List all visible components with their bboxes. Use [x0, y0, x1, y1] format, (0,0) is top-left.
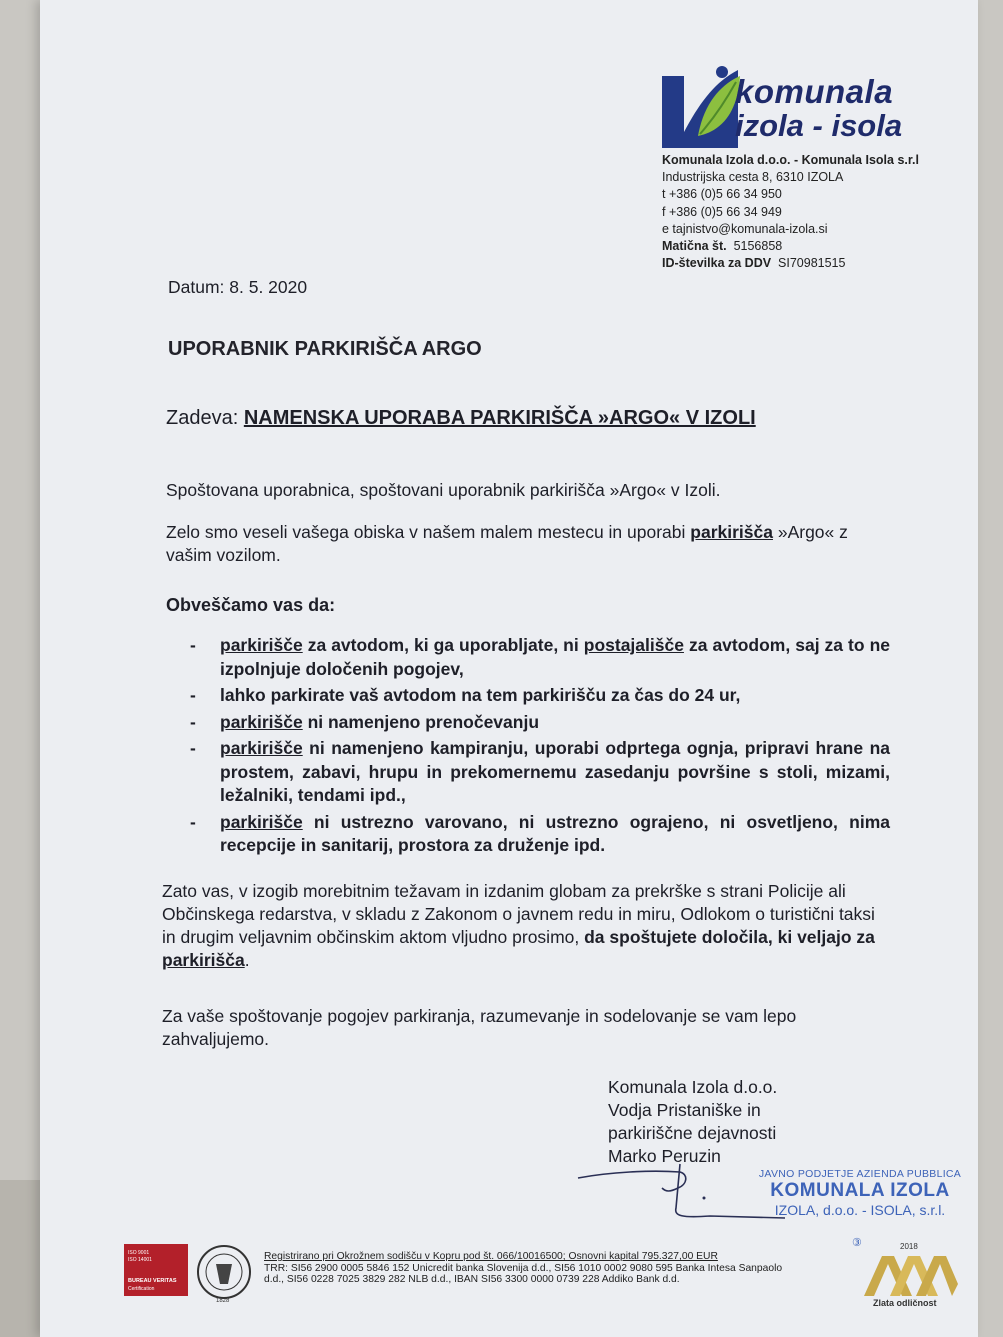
company-reg-number: Matična št. 5156858: [662, 239, 783, 254]
company-name: Komunala Izola d.o.o. - Komunala Isola s.r.l: [662, 153, 919, 167]
signature-line-2: Vodja Pristaniške in: [608, 1100, 761, 1120]
notice-list: [190, 634, 890, 861]
letter-subject: [166, 407, 756, 430]
company-info: [662, 152, 919, 272]
company-vat-id: ID-številka za DDV SI70981515: [662, 256, 846, 271]
aaa-label: Zlata odličnost: [873, 1298, 937, 1308]
logo-line-1: komunala: [735, 73, 894, 110]
signature-line-3: parkiriščne dejavnosti: [608, 1123, 777, 1143]
subject-text: NAMENSKA UPORABA PARKIRIŠČA »ARGO« V IZOLI: [243, 407, 756, 429]
subject-label: Zadeva:: [166, 407, 244, 429]
company-phone: t +386 (0)5 66 34 950: [662, 187, 782, 202]
letter-paragraph-2: Zato vas, v izogib morebitnim težavam in izdanim globam za prekrške s strani Policije ali Občinskega redarstva, v skladu z Zakonom o javnem redu in miru, Odlokom o turistični taksi in drugim veljavnim občinskim aktom vljudno prosimo, da spoštujete določila, ki veljajo za parkirišča.: [162, 881, 875, 970]
bureau-veritas-logo-icon: [124, 1242, 252, 1304]
letter-recipient: UPORABNIK PARKIRIŠČA ARGO: [168, 338, 482, 360]
company-email: e tajnistvo@komunala-izola.si: [662, 221, 828, 236]
signature-line-4: Marko Peruzin: [608, 1146, 721, 1166]
letter-paragraph-1: Zelo smo veseli vašega obiska v našem malem mestecu in uporabi parkirišča »Argo« z vašim vozilom.: [166, 522, 848, 565]
letter-paragraph-3: Za vaše spoštovanje pogojev parkiranja, razumevanje in sodelovanje se vam lepo zahvaljujemo.: [162, 1006, 797, 1049]
signature-block: [608, 1076, 777, 1168]
letter-greeting: Spoštovana uporabnica, spoštovani uporabnik parkirišča »Argo« v Izoli.: [166, 480, 721, 500]
letter-date: Datum: 8. 5. 2020: [168, 277, 308, 297]
footer-registration: [264, 1251, 782, 1286]
aaa-year: 2018: [900, 1242, 918, 1251]
list-item: - parkirišče ni namenjeno prenočevanju: [190, 711, 540, 732]
footer-line-1: Registrirano pri Okrožnem sodišču v Kopru pod št. 066/10016500; Osnovni kapital 795.327,00 EUR: [264, 1251, 718, 1262]
svg-text:ISO 9001: ISO 9001: [128, 1250, 150, 1256]
list-item: - parkirišče ni ustrezno varovano, ni ustrezno ograjeno, ni osvetljeno, nima recepcije in sanitarij, prostora za druženje ipd.: [190, 811, 890, 855]
company-address: Industrijska cesta 8, 6310 IZOLA: [662, 170, 844, 185]
company-stamp: JAVNO PODJETJE AZIENDA PUBBLICA KOMUNALA IZOLA IZOLA, d.o.o. - ISOLA, s.r.l.: [758, 1168, 962, 1218]
list-item: - parkirišče ni namenjeno kampiranju, uporabi odprtega ognja, pripravi hrane na prostem, zabavi, hrupu in prekomernemu zasedanju površine s stoli, mizami, ležalniki, tendami ipd.,: [190, 738, 890, 805]
footer-line-2: TRR: SI56 2900 0005 5846 152 Unicredit banka Slovenija d.d., SI56 1010 0002 9080 595 Banka Intesa Sanpaolo: [264, 1262, 783, 1274]
list-item: - parkirišče za avtodom, ki ga uporabljate, ni postajališče za avtodom, saj za to ne izpolnjuje določenih pogojev,: [190, 635, 890, 679]
logo-wordmark: [735, 75, 902, 141]
list-item: - lahko parkirate vaš avtodom na tem parkirišču za čas do 24 ur,: [190, 685, 741, 705]
svg-text:Certification: Certification: [128, 1286, 155, 1292]
signature-line-1: Komunala Izola d.o.o.: [608, 1077, 778, 1097]
footer-line-3: d.d., SI56 0228 7025 3829 282 NLB d.d., IBAN SI56 3300 0000 0739 228 Addiko Bank d.d.: [264, 1274, 680, 1286]
svg-text:1828: 1828: [216, 1298, 230, 1304]
company-fax: f +386 (0)5 66 34 949: [662, 204, 782, 219]
logo-line-2: izola - isola: [735, 108, 903, 143]
letter-inform-heading: Obveščamo vas da:: [166, 595, 336, 615]
svg-text:BUREAU VERITAS: BUREAU VERITAS: [128, 1278, 177, 1284]
svg-text:ISO 14001: ISO 14001: [128, 1257, 152, 1263]
stamp-number: ③: [852, 1237, 862, 1249]
